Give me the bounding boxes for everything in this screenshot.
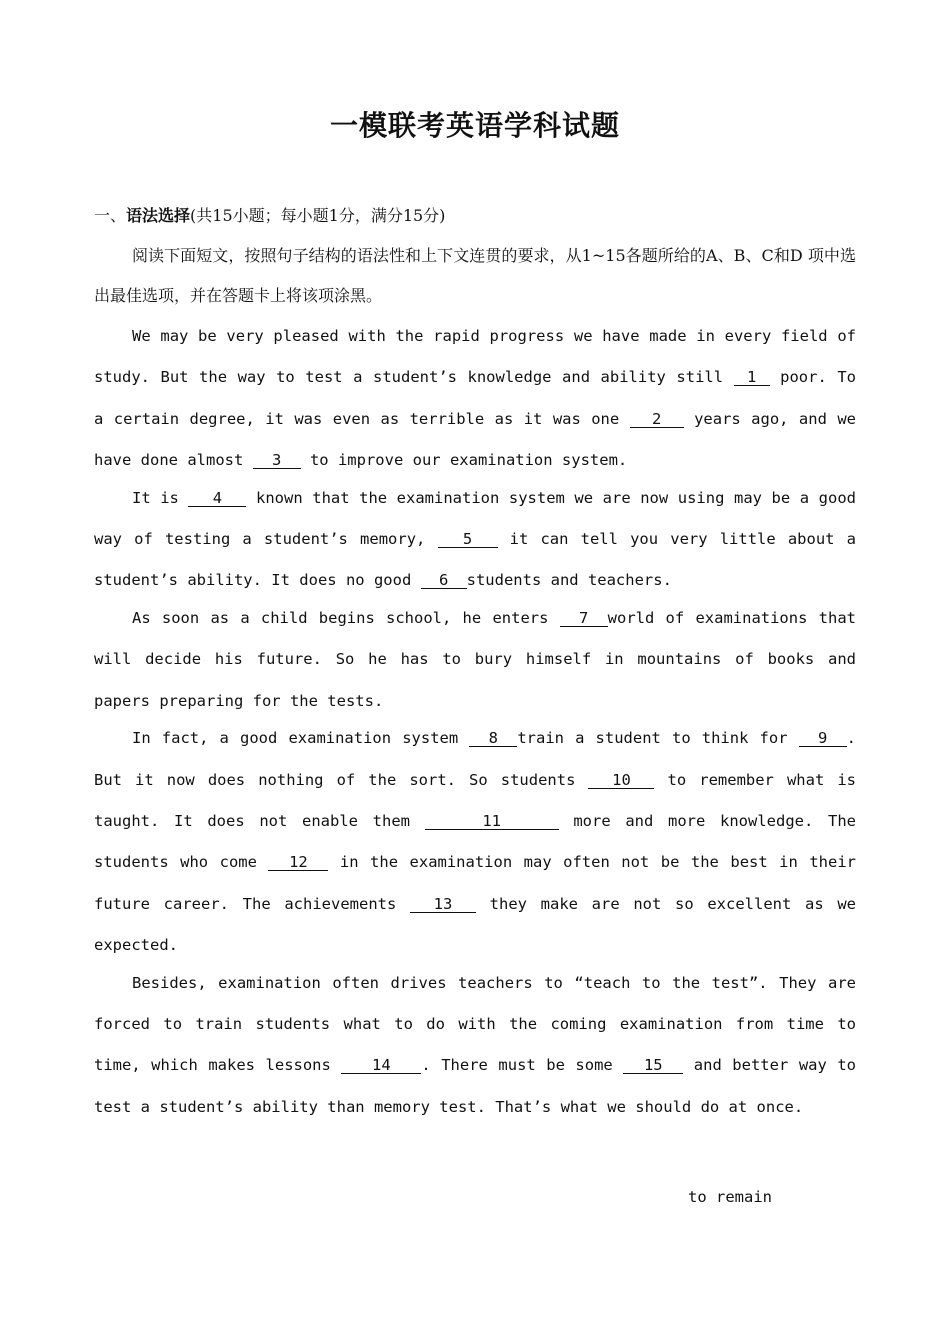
section-content	[94, 196, 856, 1128]
passage-paragraph-1: We may be very pleased with the rapid progress we have made in every field of study. But the way to test a student’s knowledge and ability still 1 poor. To a certain degree, it was even as terrible as it was one 2 years ago, and we have done almost 3 to improve our examination system.	[94, 327, 856, 469]
blank-14: 14	[341, 1057, 421, 1074]
section-name: 语法选择	[126, 206, 191, 225]
blank-11: 11	[425, 813, 559, 830]
blank-15: 15	[623, 1057, 683, 1074]
blank-13: 13	[410, 896, 476, 913]
blank-7: 7	[560, 610, 608, 627]
blank-5: 5	[438, 531, 498, 548]
passage-paragraph-3: As soon as a child begins school, he enters 7 world of examinations that will decide his future. So he has to bury himself in mountains of books and papers preparing for the tests.	[94, 609, 856, 710]
section-note: (共15小题；每小题1分，满分15分)	[190, 206, 446, 225]
blank-6: 6	[421, 572, 467, 589]
tail-text: to remain	[688, 1188, 772, 1206]
blank-1: 1	[734, 369, 770, 386]
page-title: 一模联考英语学科试题	[329, 109, 620, 142]
instructions: 阅读下面短文，按照句子结构的语法性和上下文连贯的要求，从1~15各题所给的A、B、C和D 项中选出最佳选项，并在答题卡上将该项涂黑。	[94, 246, 856, 305]
blank-9: 9	[799, 730, 847, 747]
blank-3: 3	[253, 452, 301, 469]
passage-paragraph-4: In fact, a good examination system 8 train a student to think for 9 . But it now does nothing of the sort. So students 10 to remember what is taught. It does not enable them 11 more and more knowledge. The students who come 12 in the examination may often not be the best in their future career. The achievements 13 they make are not so excellent as we expected.	[94, 729, 856, 954]
blank-8: 8	[469, 730, 517, 747]
blank-12: 12	[268, 854, 328, 871]
passage-paragraph-2: It is 4 known that the examination system we are now using may be a good way of testing a student’s memory, 5 it can tell you very little about a student’s ability. It does no good 6 students and teachers.	[94, 488, 856, 590]
blank-2: 2	[630, 411, 684, 428]
passage-paragraph-5: Besides, examination often drives teachers to “teach to the test”. They are forced to train students what to do with the coming examination from time to time, which makes lessons 14 . There must be some 15 and better way to test a student’s ability than memory test. That’s what we should do at once.	[94, 973, 856, 1116]
section-number: 一、	[94, 206, 127, 225]
section-heading	[94, 196, 856, 236]
blank-10: 10	[588, 772, 654, 789]
blank-4: 4	[188, 490, 246, 507]
